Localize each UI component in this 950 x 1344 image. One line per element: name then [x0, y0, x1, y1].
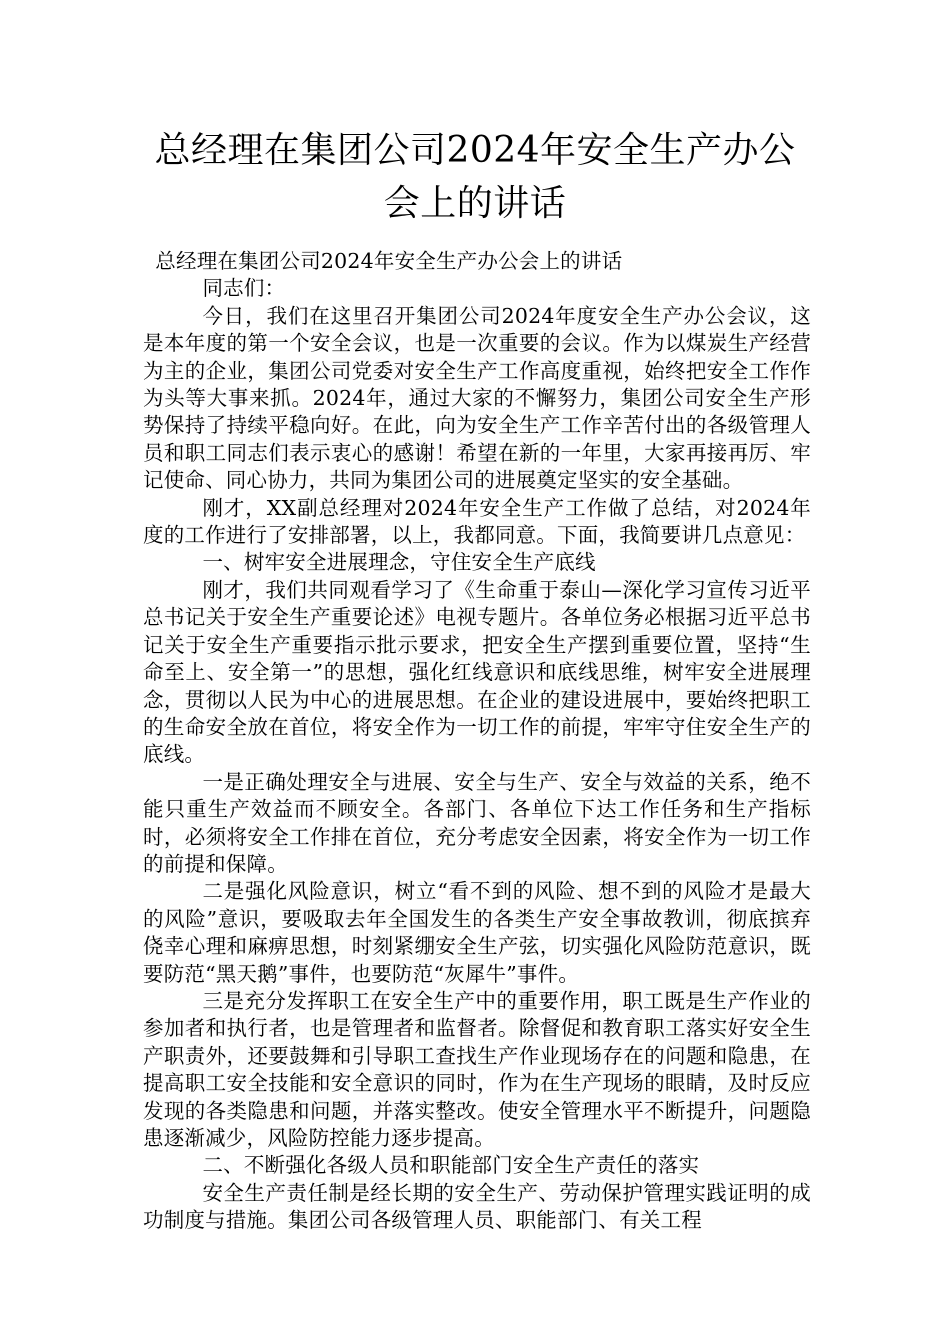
document-subtitle: 总经理在集团公司2024年安全生产办公会上的讲话 — [155, 249, 623, 273]
document-title: 总经理在集团公司2024年安全生产办公会上的讲话 — [154, 130, 796, 224]
paragraph: 一是正确处理安全与进展、安全与生产、安全与效益的关系，绝不能只重生产效益而不顾安全。各部门、各单位下达工作任务和生产指标时，必须将安全工作排在首位，充分考虑安全因素，将安全作为一切工作的前提和保障。 — [143, 769, 811, 876]
paragraph: 安全生产责任制是经长期的安全生产、劳动保护管理实践证明的成功制度与措施。集团公司各级管理人员、职能部门、有关工程 — [143, 1180, 811, 1233]
paragraph: 刚才，XX副总经理对2024年安全生产工作做了总结，对2024年度的工作进行了安排部署，以上，我都同意。下面，我简要讲几点意见： — [143, 495, 811, 548]
paragraph: 三是充分发挥职工在安全生产中的重要作用，职工既是生产作业的参加者和执行者，也是管理者和监督者。除督促和教育职工落实好安全生产职责外，还要鼓舞和引导职工查找生产作业现场存在的问题和隐患，在提高职工安全技能和安全意识的同时，作为在生产现场的眼睛，及时反应发现的各类隐患和问题，并落实整改。使安全管理水平不断提升，问题隐患逐渐减少，风险防控能力逐步提高。 — [143, 988, 811, 1150]
paragraph: 刚才，我们共同观看学习了《生命重于泰山—深化学习宣传习近平总书记关于安全生产重要论述》电视专题片。各单位务必根据习近平总书记关于安全生产重要指示批示要求，把安全生产摆到重要位置，坚持“生命至上、安全第一”的思想，强化红线意识和底线思维，树牢安全进展理念，贯彻以人民为中心的进展思想。在企业的建设进展中，要始终把职工的生命安全放在首位，将安全作为一切工作的前提，牢牢守住安全生产的底线。 — [143, 577, 811, 767]
salutation: 同志们： — [202, 276, 286, 301]
paragraph: 二是强化风险意识，树立“看不到的风险、想不到的风险才是最大的风险”意识，要吸取去年全国发生的各类生产安全事故教训，彻底摈弃侥幸心理和麻痹思想，时刻紧绷安全生产弦，切实强化风险防范意识，既要防范“黑天鹅”事件，也要防范“灰犀牛”事件。 — [143, 879, 811, 986]
paragraph: 今日，我们在这里召开集团公司2024年度安全生产办公会议，这是本年度的第一个安全会议，也是一次重要的会议。作为以煤炭生产经营为主的企业，集团公司党委对安全生产工作高度重视，始终把安全工作作为头等大事来抓。2024年，通过大家的不懈努力，集团公司安全生产形势保持了持续平稳向好。在此，向为安全生产工作辛苦付出的各级管理人员和职工同志们表示衷心的感谢！希望在新的一年里，大家再接再厉、牢记使命、同心协力，共同为集团公司的进展奠定坚实的安全基础。 — [143, 303, 811, 493]
section-heading: 一、树牢安全进展理念，守住安全生产底线 — [202, 550, 596, 575]
section-heading: 二、不断强化各级人员和职能部门安全生产责任的落实 — [202, 1153, 700, 1178]
document-body — [143, 248, 811, 1235]
